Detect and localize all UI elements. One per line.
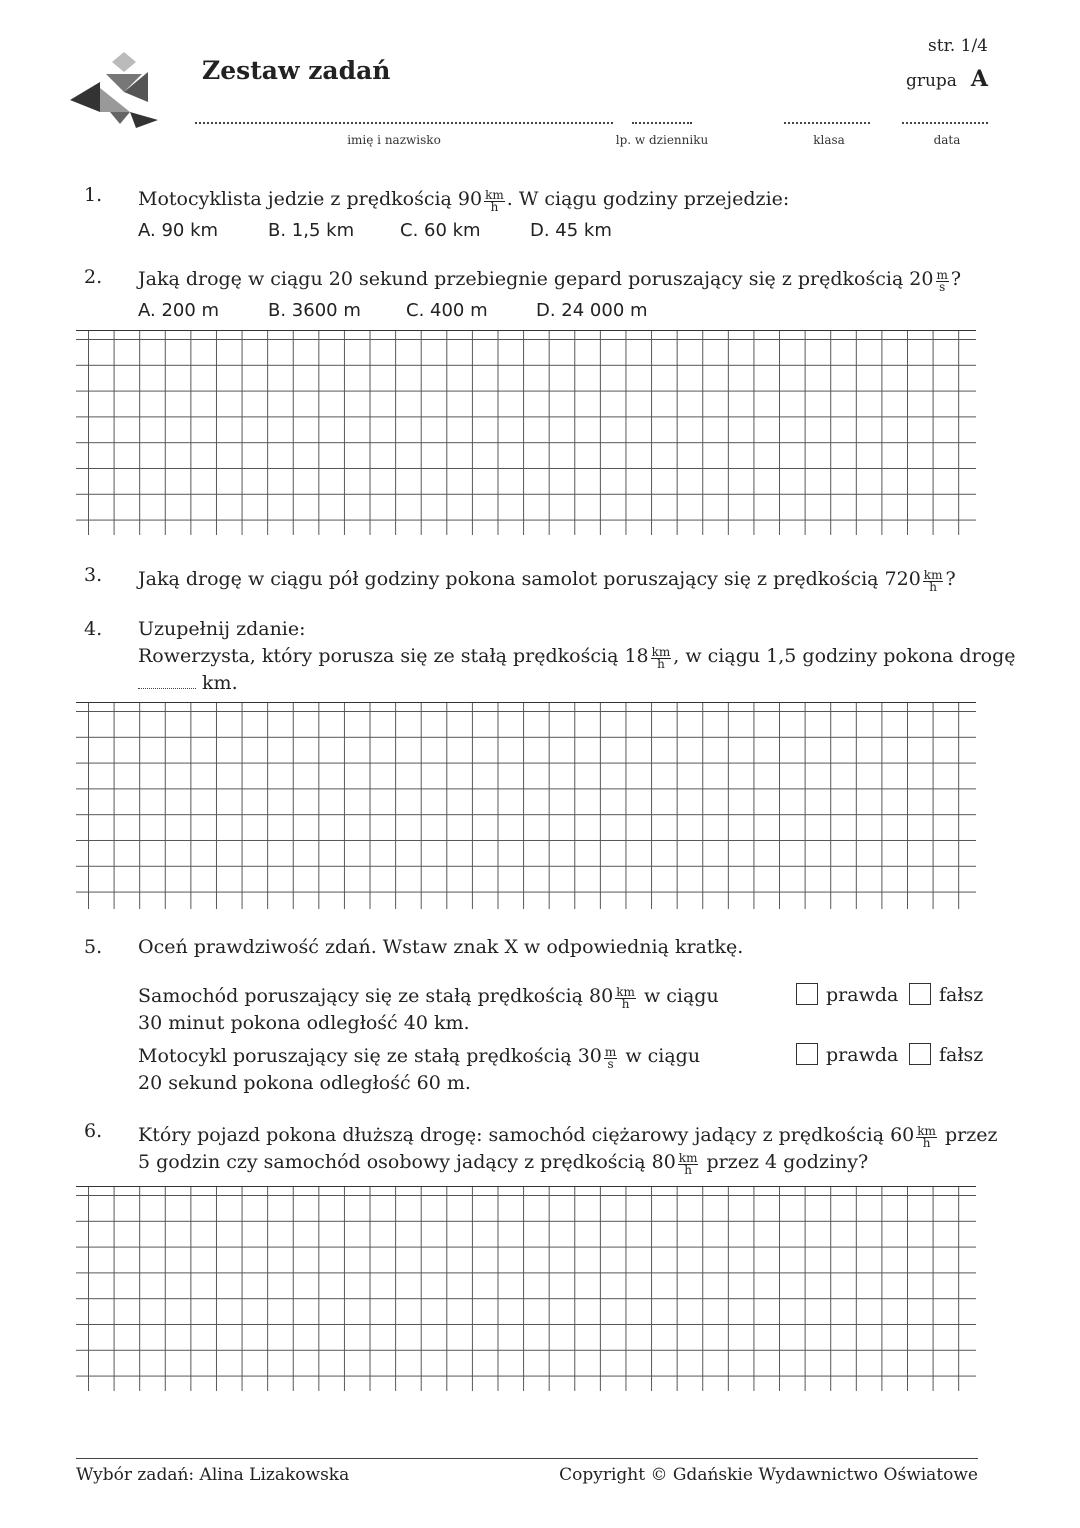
task-4-sentence: Rowerzysta, który porusza się ze stałą prędkością 18 $\frac{km}{h}$ , w ciągu 1,5 godziny pokona drogę [138, 645, 1016, 671]
task-3-number: 3. [84, 564, 103, 586]
task-6-number: 6. [84, 1120, 103, 1142]
task-5-s1-true[interactable]: prawda [796, 983, 898, 1006]
name-field-line[interactable] [195, 112, 613, 124]
answer-grid-3[interactable] [76, 1186, 976, 1391]
answer-grid-2[interactable] [76, 702, 976, 909]
page-title: Zestaw zadań [202, 56, 391, 85]
checkbox-false-1[interactable] [909, 983, 931, 1005]
task-4-blank[interactable] [138, 672, 196, 689]
task-1-question: Motocyklista jedzie z prędkością 90 $\frac{km}{h}$ . W ciągu godziny przejedzie: [138, 188, 790, 214]
task-5-statement-1: Samochód poruszający się ze stałą prędkością 80 $\frac{km}{h}$ w ciągu 30 minut pokona odległość 40 km. [138, 985, 719, 1034]
publisher-logo [70, 52, 162, 132]
task-2-answer-c[interactable]: C. 400 m [406, 300, 488, 321]
task-2-answer-d[interactable]: D. 24 000 m [536, 300, 648, 321]
task-2-question: Jaką drogę w ciągu 20 sekund przebiegnie gepard poruszający się z prędkością 20 $\frac{m}{s}$ ? [138, 268, 962, 294]
date-field-label: data [933, 133, 961, 147]
task-1-answer-b[interactable]: B. 1,5 km [268, 220, 355, 241]
checkbox-false-2[interactable] [909, 1043, 931, 1065]
footer-copyright: Copyright © Gdańskie Wydawnictwo Oświatowe [559, 1465, 978, 1485]
footer-divider [76, 1458, 978, 1459]
task-1-answer-d[interactable]: D. 45 km [530, 220, 612, 241]
task-2-number: 2. [84, 266, 103, 288]
task-2-answer-b[interactable]: B. 3600 m [268, 300, 361, 321]
task-5-instruction: Oceń prawdziwość zdań. Wstaw znak X w odpowiednią kratkę. [138, 936, 744, 958]
class-field-label: klasa [813, 133, 845, 147]
class-field-line[interactable] [784, 112, 870, 124]
journal-field-line[interactable] [632, 112, 692, 124]
task-5-s1-false[interactable]: fałsz [909, 983, 983, 1006]
task-4-number: 4. [84, 618, 103, 640]
page-number: str. 1/4 [928, 36, 988, 56]
task-1-number: 1. [84, 184, 103, 206]
task-4-completion: km. [138, 670, 238, 697]
checkbox-true-2[interactable] [796, 1043, 818, 1065]
task-5-s2-false[interactable]: fałsz [909, 1043, 983, 1066]
task-1-answer-a[interactable]: A. 90 km [138, 220, 219, 241]
task-2-answer-a[interactable]: A. 200 m [138, 300, 220, 321]
task-6-question: Który pojazd pokona dłuższą drogę: samochód ciężarowy jadący z prędkością 60 $\frac{km}{h}$ przez 5 godzin czy samochód osobowy jadący z prędkością 80 $\frac{km}{h}$ przez 4 godziny? [138, 1124, 998, 1177]
task-1-answer-c[interactable]: C. 60 km [400, 220, 481, 241]
checkbox-true-1[interactable] [796, 983, 818, 1005]
task-5-s2-true[interactable]: prawda [796, 1043, 898, 1066]
journal-field-label: lp. w dzienniku [615, 133, 709, 147]
name-field-label: imię i nazwisko [347, 133, 441, 147]
group-indicator: grupa A [905, 66, 988, 92]
footer-author: Wybór zadań: Alina Lizakowska [76, 1465, 350, 1485]
task-3-question: Jaką drogę w ciągu pół godziny pokona samolot poruszający się z prędkością 720 $\frac{km}{h}$ ? [138, 568, 956, 594]
date-field-line[interactable] [902, 112, 988, 124]
task-5-statement-2: Motocykl poruszający się ze stałą prędkością 30 $\frac{m}{s}$ w ciągu 20 sekund pokona odległość 60 m. [138, 1045, 701, 1094]
task-5-number: 5. [84, 936, 103, 958]
answer-grid-1[interactable] [76, 330, 976, 535]
task-4-instruction: Uzupełnij zdanie: [138, 618, 306, 640]
